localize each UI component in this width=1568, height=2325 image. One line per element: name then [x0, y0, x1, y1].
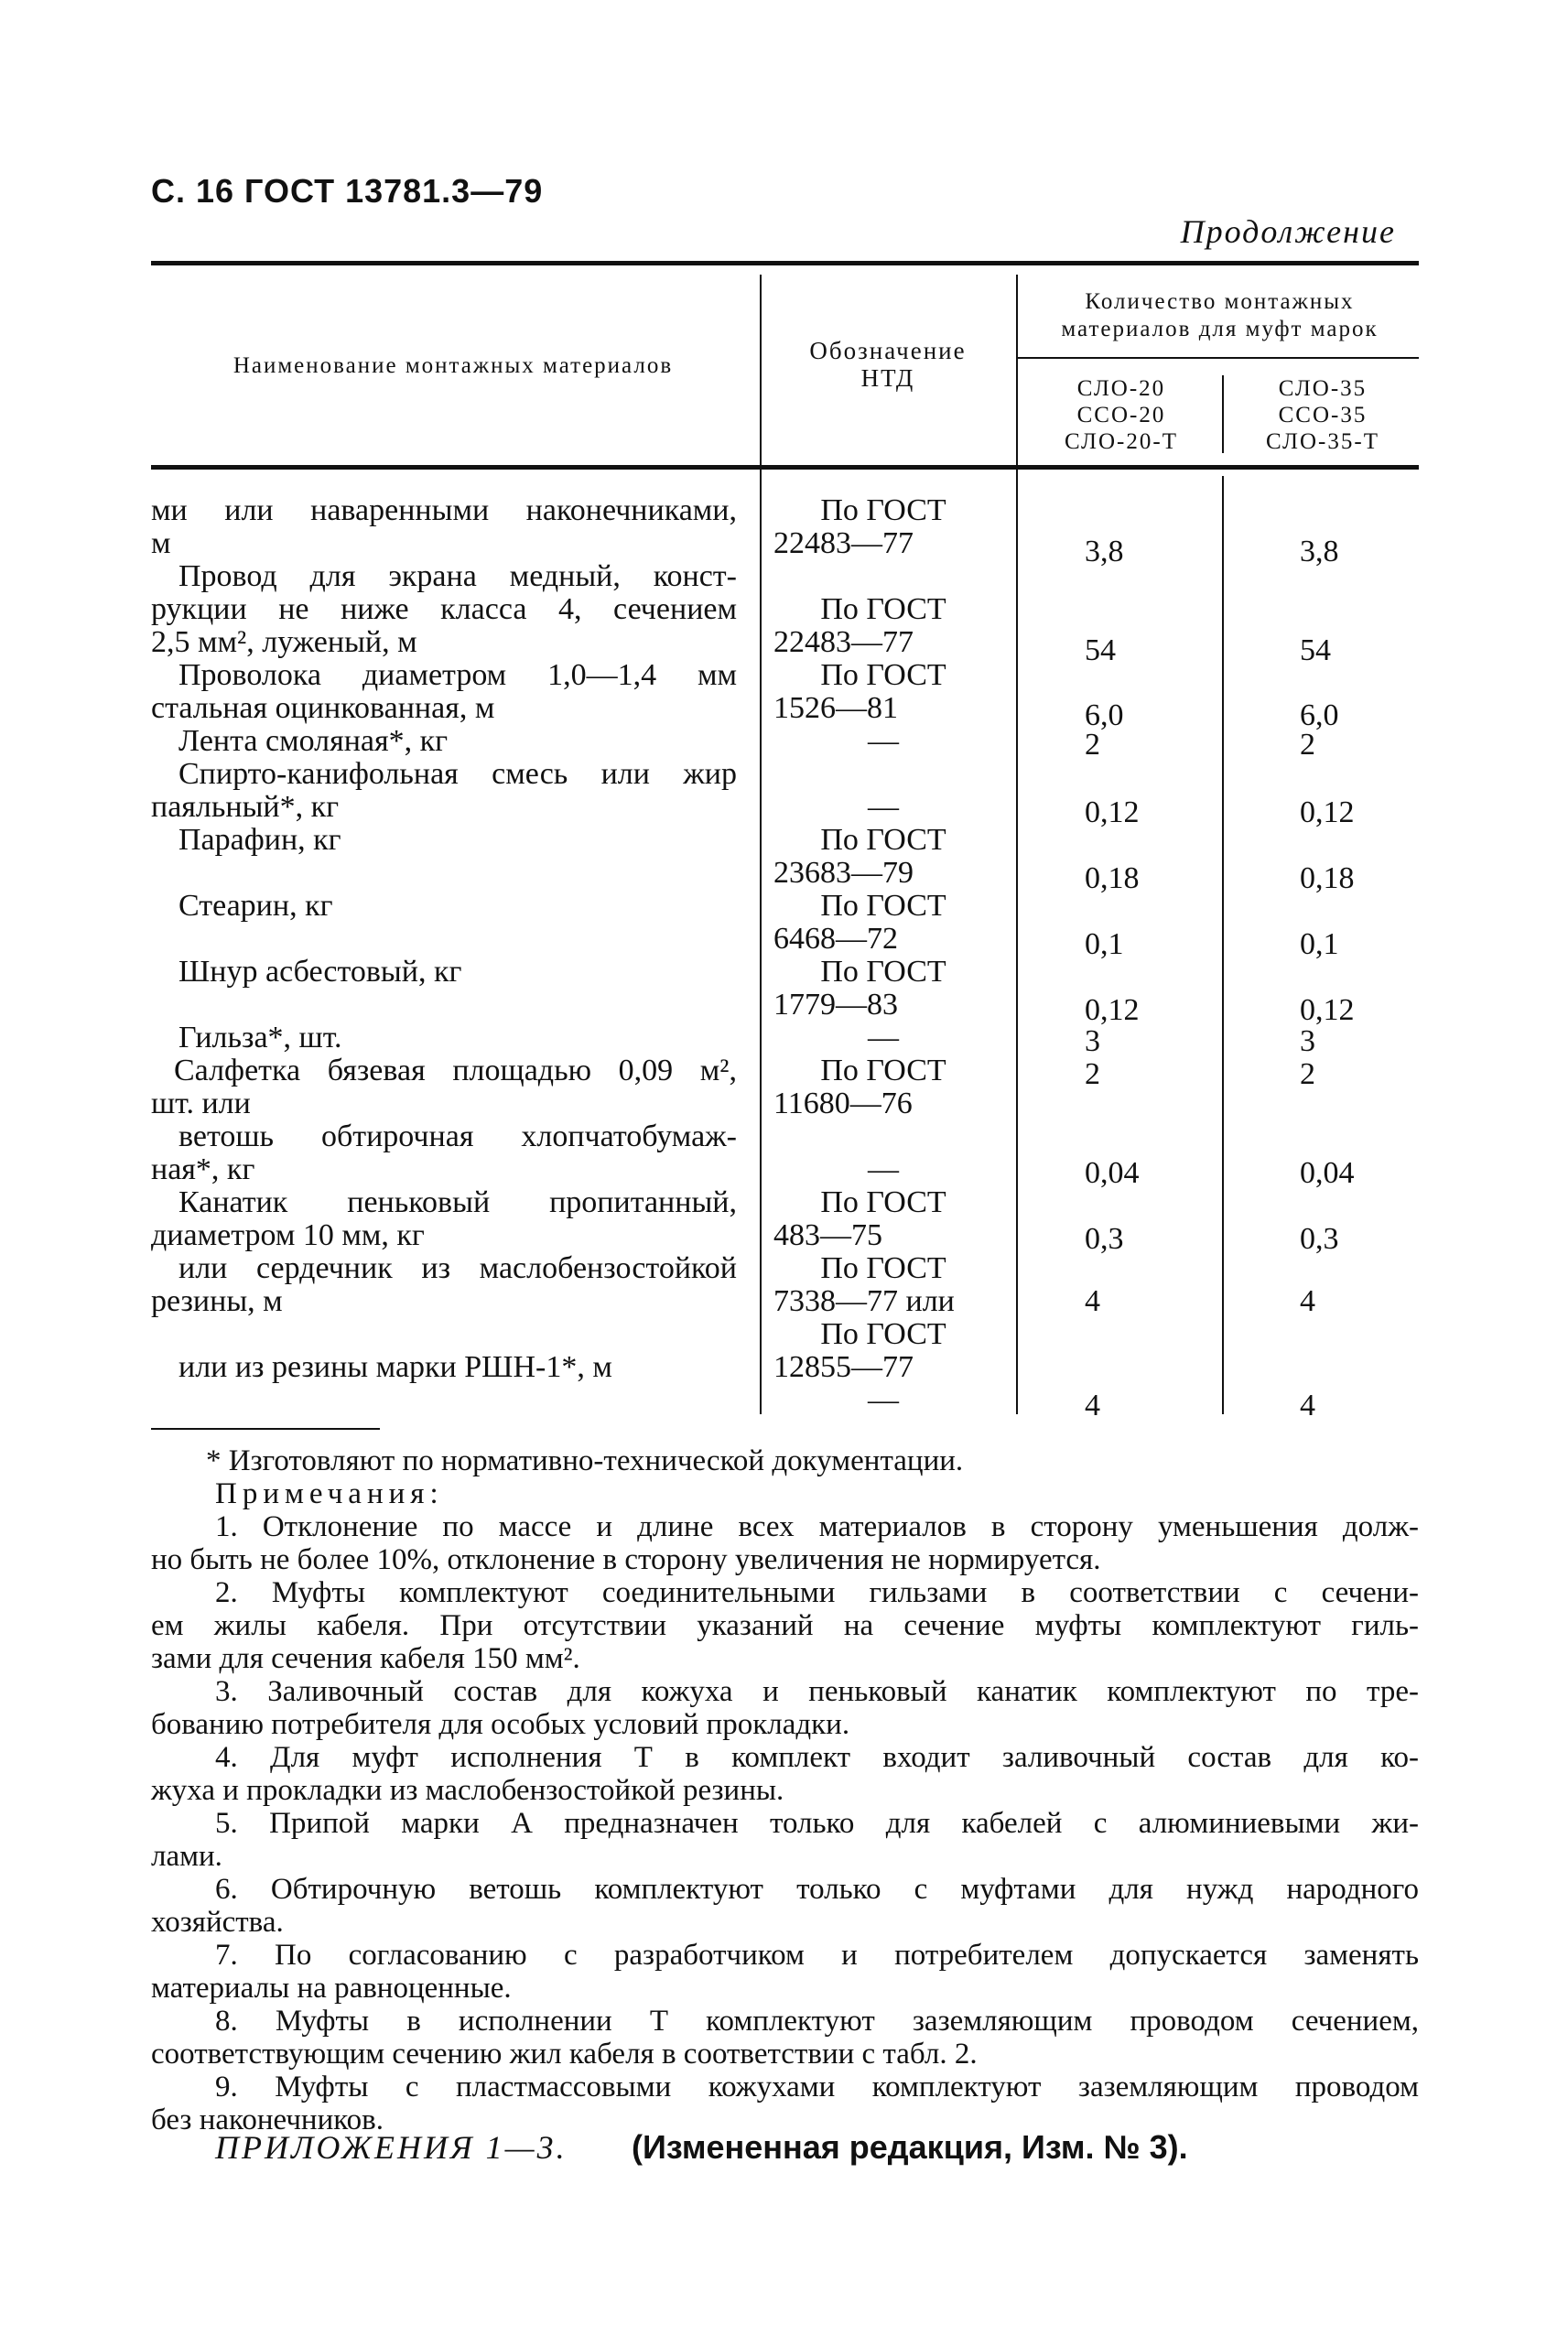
row-8-name-l1: Гильза*, шт. — [178, 1021, 342, 1054]
row-2-ntd-l2: 1526—81 — [773, 691, 898, 725]
row-1-name-l2: рукции не ниже класса 4, сечением — [151, 592, 737, 626]
note-5-l1: 5. Припой марки А предназначен только для кабелей с алюминиевыми жи- — [215, 1807, 1419, 1840]
row-10-ntd-l1: — — [868, 1152, 899, 1186]
appendix-label: ПРИЛОЖЕНИЯ 1—3. — [215, 2129, 568, 2166]
group1-line3: СЛО-20-Т — [1065, 429, 1178, 454]
row-10-name-l2: ная*, кг — [151, 1152, 255, 1186]
note-8-l1: 8. Муфты в исполнении Т комплектуют заземляющим проводом сечением, — [215, 2005, 1419, 2038]
row-12-qty1: 4 — [1085, 1284, 1100, 1318]
continuation-label: Продолжение — [1180, 213, 1396, 250]
row-3-qty1: 2 — [1085, 728, 1100, 762]
group2-line2: ССО-35 — [1278, 403, 1368, 427]
note-2-l2: ем жилы кабеля. При отсутствии указаний на сечение муфты комплектуют гиль- — [151, 1609, 1419, 1642]
row-12-name-l2: резины, м — [151, 1284, 283, 1318]
row-7-qty2: 0,12 — [1300, 993, 1355, 1027]
row-3-ntd-l1: — — [868, 724, 899, 758]
row-0-ntd-l2: 22483—77 — [773, 526, 914, 560]
row-12-ntd-l2: 7338—77 или — [773, 1284, 955, 1318]
row-4-name-l2: паяльный*, кг — [151, 790, 340, 824]
note-1-l1: 1. Отклонение по массе и длине всех материалов в сторону уменьшения долж- — [215, 1510, 1419, 1543]
row-8-qty2: 3 — [1300, 1024, 1315, 1058]
page-header: С. 16 ГОСТ 13781.3—79 — [151, 172, 544, 210]
row-0-qty1: 3,8 — [1085, 535, 1124, 568]
row-4-qty1: 0,12 — [1085, 795, 1140, 829]
note-3-l2: бованию потребителя для особых условий прокладки. — [151, 1708, 850, 1741]
row-11-ntd-l2: 483—75 — [773, 1218, 882, 1252]
row-3-qty2: 2 — [1300, 728, 1315, 762]
row-3-name-l1: Лента смоляная*, кг — [178, 724, 449, 758]
note-9-l2: без наконечников. — [151, 2103, 384, 2136]
header-qty-line2: материалов для муфт марок — [1061, 317, 1379, 341]
row-6-ntd-l2: 6468—72 — [773, 922, 898, 956]
note-8-l2: соответствующим сечению жил кабеля в соответствии с табл. 2. — [151, 2038, 978, 2071]
row-7-qty1: 0,12 — [1085, 993, 1140, 1027]
row-7-ntd-l1: По ГОСТ — [820, 955, 946, 989]
row-0-ntd-l1: По ГОСТ — [820, 493, 946, 527]
header-qty-line1: Количество монтажных — [1085, 289, 1355, 314]
row-6-ntd-l1: По ГОСТ — [820, 889, 946, 923]
note-4-l2: жуха и прокладки из маслобензостойкой резины. — [151, 1774, 784, 1807]
row-10-name-l1: ветошь обтирочная хлопчатобумаж- — [178, 1119, 737, 1153]
notes-title: Примечания: — [215, 1477, 444, 1510]
row-2-qty2: 6,0 — [1300, 698, 1339, 732]
row-5-qty2: 0,18 — [1300, 861, 1355, 895]
row-11-qty1: 0,3 — [1085, 1222, 1124, 1256]
header-mid-rule — [1016, 357, 1419, 359]
row-9-qty1: 2 — [1085, 1057, 1100, 1091]
col-divider-3 — [1222, 375, 1224, 453]
note-9-l1: 9. Муфты с пластмассовыми кожухами комплектуют заземляющим проводом — [215, 2071, 1419, 2103]
header-ntd — [764, 337, 1011, 392]
row-4-ntd-l1: — — [868, 790, 899, 824]
group1-line1: СЛО-20 — [1076, 376, 1166, 401]
note-5-l2: лами. — [151, 1840, 222, 1873]
note-6-l1: 6. Обтирочную ветошь комплектуют только с муфтами для нужд народного — [215, 1873, 1419, 1906]
row-10-qty1: 0,04 — [1085, 1156, 1140, 1190]
row-7-name-l1: Шнур асбестовый, кг — [178, 955, 462, 989]
row-10-qty2: 0,04 — [1300, 1156, 1355, 1190]
row-9-ntd-l1: По ГОСТ — [820, 1054, 946, 1087]
row-1-qty1: 54 — [1085, 633, 1116, 667]
row-11-qty2: 0,3 — [1300, 1222, 1339, 1256]
row-13-qty2: 4 — [1300, 1389, 1315, 1422]
group1-line2: ССО-20 — [1076, 403, 1166, 427]
row-6-qty2: 0,1 — [1300, 927, 1339, 961]
group2-line1: СЛО-35 — [1278, 376, 1368, 401]
row-7-ntd-l2: 1779—83 — [773, 988, 898, 1022]
row-8-ntd-l1: — — [868, 1021, 899, 1054]
row-6-qty1: 0,1 — [1085, 927, 1124, 961]
row-1-ntd-l2: 22483—77 — [773, 625, 914, 659]
header-name: Наименование монтажных материалов — [232, 353, 674, 378]
row-5-name-l1: Парафин, кг — [178, 823, 341, 857]
note-1-l2: но быть не более 10%, отклонение в сторону увеличения не нормируется. — [151, 1543, 1101, 1576]
row-5-ntd-l2: 23683—79 — [773, 856, 914, 890]
row-2-qty1: 6,0 — [1085, 698, 1124, 732]
header-bottom-rule — [151, 465, 1419, 470]
row-1-name-l1: Провод для экрана медный, конст- — [178, 559, 737, 593]
header-qty — [1021, 288, 1419, 343]
note-7-l2: материалы на равноценные. — [151, 1972, 512, 2005]
row-1-name-l3: 2,5 мм², луженый, м — [151, 625, 417, 659]
row-9-name-l2: шт. или — [151, 1087, 251, 1120]
row-2-name-l1: Проволока диаметром 1,0—1,4 мм — [178, 658, 737, 692]
row-0-qty2: 3,8 — [1300, 535, 1339, 568]
row-5-ntd-l1: По ГОСТ — [820, 823, 946, 857]
row-0-name-l1: ми или наваренными наконечниками, — [151, 493, 737, 527]
row-12-ntd-l1: По ГОСТ — [820, 1251, 946, 1285]
row-9-ntd-l2: 11680—76 — [773, 1087, 913, 1120]
row-11-name-l2: диаметром 10 мм, кг — [151, 1218, 425, 1252]
row-12-name-l1: или сердечник из маслобензостойкой — [178, 1251, 737, 1285]
row-9-qty2: 2 — [1300, 1057, 1315, 1091]
table-top-rule — [151, 261, 1419, 265]
note-2-l1: 2. Муфты комплектуют соединительными гильзами в соответствии с сечени- — [215, 1576, 1419, 1609]
row-13-ntd-l2: 12855—77 — [773, 1350, 914, 1384]
footnote: * Изготовляют по нормативно-технической документации. — [206, 1444, 964, 1477]
row-13-ntd-l3: — — [868, 1383, 899, 1417]
group2-line3: СЛО-35-Т — [1266, 429, 1379, 454]
note-2-l3: зами для сечения кабеля 150 мм². — [151, 1642, 580, 1675]
row-11-name-l1: Канатик пеньковый пропитанный, — [178, 1185, 737, 1219]
header-ntd-line2: НТД — [860, 364, 915, 392]
row-0-name-l2: м — [151, 526, 171, 560]
amendment-note: (Измененная редакция, Изм. № 3). — [632, 2128, 1188, 2166]
note-3-l1: 3. Заливочный состав для кожуха и пеньковый канатик комплектуют по тре- — [215, 1675, 1419, 1708]
row-5-qty1: 0,18 — [1085, 861, 1140, 895]
row-6-name-l1: Стеарин, кг — [178, 889, 333, 923]
row-13-name-l1: или из резины марки РШН-1*, м — [178, 1350, 612, 1384]
row-13-ntd-l1: По ГОСТ — [820, 1317, 946, 1351]
note-7-l1: 7. По согласованию с разработчиком и потребителем допускается заменять — [215, 1939, 1419, 1972]
row-2-ntd-l1: По ГОСТ — [820, 658, 946, 692]
note-6-l2: хозяйства. — [151, 1906, 284, 1939]
row-11-ntd-l1: По ГОСТ — [820, 1185, 946, 1219]
row-1-ntd-l1: По ГОСТ — [820, 592, 946, 626]
row-4-qty2: 0,12 — [1300, 795, 1355, 829]
col-divider-2 — [1016, 275, 1018, 1414]
footnote-rule — [151, 1428, 380, 1430]
header-group-2 — [1227, 375, 1419, 455]
row-4-name-l1: Спирто-канифольная смесь или жир — [178, 757, 737, 791]
row-8-qty1: 3 — [1085, 1024, 1100, 1058]
header-ntd-line1: Обозначение — [809, 337, 967, 364]
row-1-qty2: 54 — [1300, 633, 1331, 667]
note-4-l1: 4. Для муфт исполнения Т в комплект входит заливочный состав для ко- — [215, 1741, 1419, 1774]
row-2-name-l2: стальная оцинкованная, м — [151, 691, 495, 725]
col-divider-3-body — [1222, 476, 1224, 1414]
row-9-name-l1: Салфетка бязевая площадью 0,09 м², — [174, 1054, 737, 1087]
row-12-qty2: 4 — [1300, 1284, 1315, 1318]
header-group-1 — [1021, 375, 1222, 455]
row-13-qty1: 4 — [1085, 1389, 1100, 1422]
